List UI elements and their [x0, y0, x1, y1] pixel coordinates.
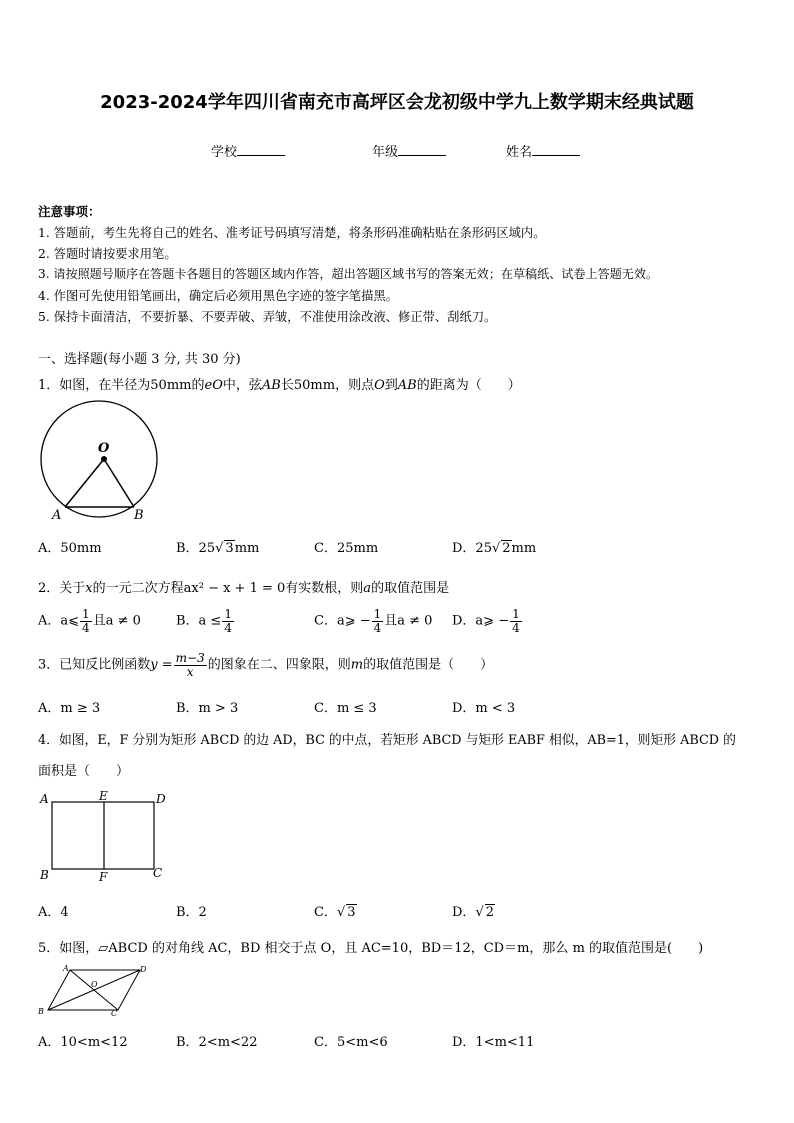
label-c: C — [111, 1009, 118, 1018]
question-1-text: 1．如图，在半径为50mm的eO中，弦AB长50mm，则点O到AB的距离为（ ） — [38, 378, 521, 393]
q4-option-c[interactable]: C．√ 3 — [314, 905, 356, 920]
question-5-text: 5．如图，▱ABCD 的对角线 AC，BD 相交于点 O，且 AC=10，BD＝12，CD＝m，那么 m 的取值范围是( ) — [38, 941, 704, 956]
question-1-figure — [36, 398, 166, 526]
notice-heading: 注意事项： — [38, 204, 101, 219]
label-f: F — [99, 870, 108, 884]
q4-option-b[interactable]: B．2 — [176, 905, 207, 920]
q3-option-b[interactable]: B．m > 3 — [176, 701, 239, 716]
label-o: O — [91, 980, 98, 989]
circle-o — [41, 401, 157, 517]
q2-option-c[interactable]: C．a⩾ − $\frac{1}{4}$ 且a ≠ 0 — [314, 607, 433, 635]
diagonal-bd — [48, 970, 140, 1010]
grade-field[interactable] — [372, 141, 446, 160]
label-a: A — [40, 792, 49, 806]
question-4-line-2: 面积是（ ） — [38, 764, 130, 779]
label-b: B — [38, 1007, 44, 1016]
q2-option-b[interactable]: B．a ≤ $\frac{1}{4}$ — [176, 607, 232, 635]
q1-option-b[interactable]: B．25√ 3mm — [176, 541, 260, 556]
label-b: B — [134, 508, 144, 523]
question-2-text: 2．关于x的一元二次方程ax² − x + 1 = 0有实数根，则a的取值范围是 — [38, 581, 450, 596]
section-title: 一、选择题(每小题 3 分, 共 30 分) — [38, 352, 241, 367]
page-title: 2023-2024学年四川省南充市高坪区会龙初级中学九上数学期末经典试题 — [100, 92, 694, 113]
q2-option-d[interactable]: D．a⩾ − $\frac{1}{4}$ — [452, 607, 520, 635]
q4-option-a[interactable]: A．4 — [38, 905, 69, 920]
label-a: A — [63, 964, 69, 973]
grade-blank[interactable] — [398, 143, 446, 156]
q2-option-a[interactable]: A．a⩽ $\frac{1}{4}$ 且a ≠ 0 — [38, 607, 141, 635]
label-b: B — [40, 868, 49, 882]
question-4-figure — [36, 788, 172, 884]
q3-option-a[interactable]: A．m ≥ 3 — [38, 701, 101, 716]
q5-option-d[interactable]: D．1<m<11 — [452, 1035, 535, 1050]
radius-ob — [104, 459, 134, 507]
label-a: A — [52, 508, 62, 523]
q3-option-c[interactable]: C．m ≤ 3 — [314, 701, 377, 716]
notice-item: 2. 答题时请按要求用笔。 — [38, 247, 177, 261]
label-o: O — [98, 441, 110, 456]
school-blank[interactable] — [237, 143, 285, 156]
name-label: 姓名 — [506, 145, 533, 160]
q5-option-c[interactable]: C．5<m<6 — [314, 1035, 388, 1050]
school-label: 学校 — [211, 145, 238, 160]
q3-option-d[interactable]: D．m < 3 — [452, 701, 516, 716]
notice-item: 3. 请按照题号顺序在答题卡各题目的答题区域内作答，超出答题区域书写的答案无效；在草稿纸、试卷上答题无效。 — [38, 267, 659, 281]
q5-option-b[interactable]: B．2<m<22 — [176, 1035, 258, 1050]
school-field[interactable] — [211, 141, 285, 160]
center-point — [101, 456, 107, 462]
q5-option-a[interactable]: A．10<m<12 — [38, 1035, 128, 1050]
question-3-text: 3．已知反比例函数y = $\frac{m-3}{x}$ 的图象在二、四象限，则m的取值范围是（ ） — [38, 651, 494, 679]
q1-option-a[interactable]: A．50mm — [38, 541, 102, 556]
q1-option-d[interactable]: D．25√ 2mm — [452, 541, 537, 556]
label-e: E — [99, 789, 108, 803]
rectangle-abcd — [52, 802, 154, 869]
grade-label: 年级 — [372, 145, 399, 160]
question-4-line-1: 4．如图，E，F 分别为矩形 ABCD 的边 AD，BC 的中点，若矩形 ABCD 与矩形 EABF 相似，AB=1，则矩形 ABCD 的 — [38, 733, 736, 748]
question-5-figure — [36, 962, 152, 1018]
notice-item: 4. 作图可先使用铅笔画出，确定后必须用黑色字迹的签字笔描黑。 — [38, 289, 398, 303]
name-field[interactable] — [506, 141, 580, 160]
name-blank[interactable] — [532, 143, 580, 156]
label-d: D — [156, 792, 166, 806]
q4-option-d[interactable]: D．√ 2 — [452, 905, 495, 920]
notice-item: 1. 答题前，考生先将自己的姓名、准考证号码填写清楚，将条形码准确粘贴在条形码区域内。 — [38, 226, 546, 240]
radius-oa — [65, 459, 104, 507]
notice-item: 5. 保持卡面清洁，不要折暴、不要弄破、弄皱，不准使用涂改液、修正带、刮纸刀。 — [38, 310, 497, 324]
label-d: D — [140, 965, 147, 974]
q1-option-c[interactable]: C．25mm — [314, 541, 379, 556]
label-c: C — [153, 866, 163, 880]
